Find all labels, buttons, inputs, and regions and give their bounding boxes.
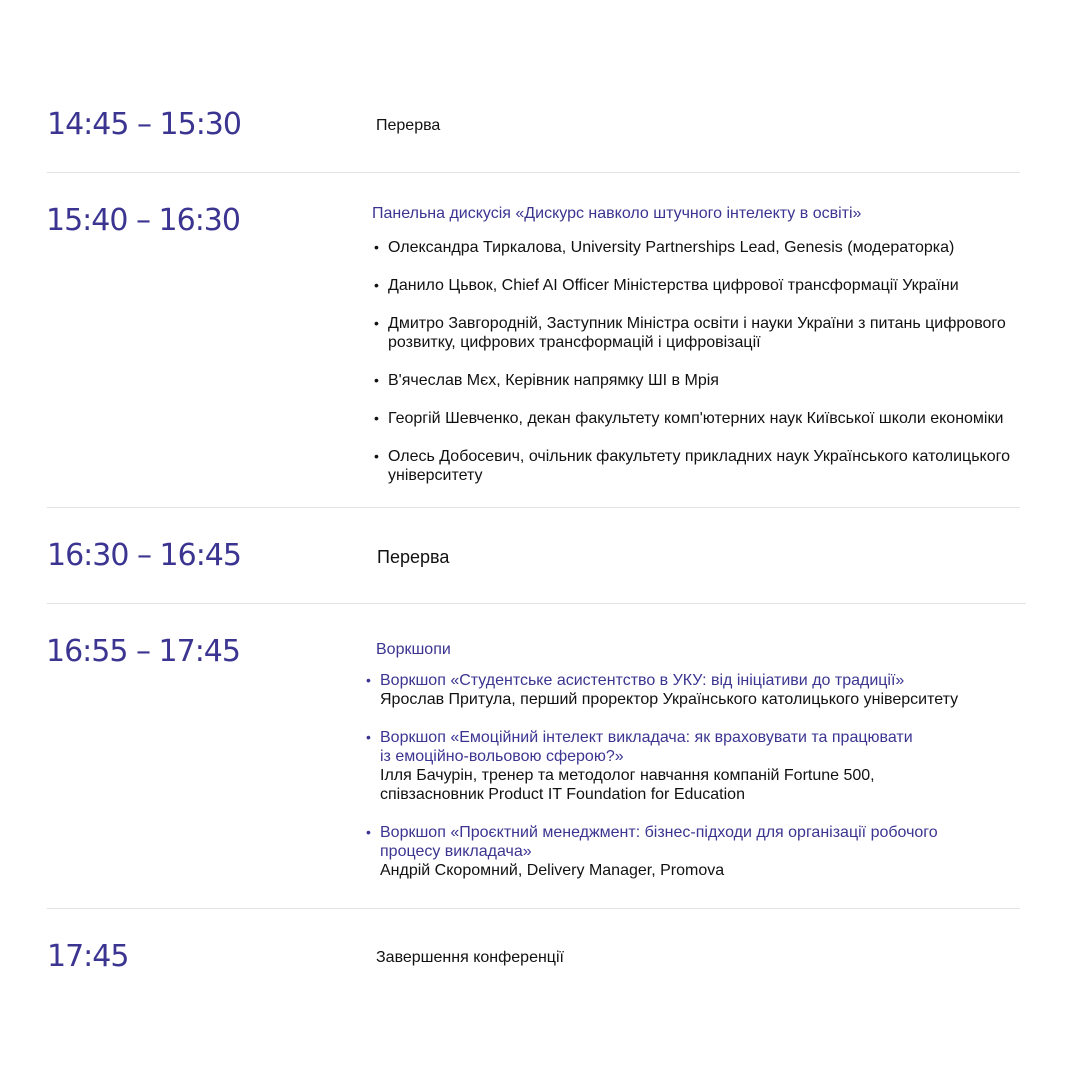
divider-3 <box>47 603 1026 604</box>
session-title-5: Завершення конференції <box>376 949 564 966</box>
speaker-text: Олександра Тиркалова, University Partnerships Lead, Genesis (модераторка) <box>388 239 955 256</box>
bullet-icon: • <box>374 277 379 293</box>
bullet-icon: • <box>374 372 379 388</box>
workshop-title: Воркшоп «Емоційний інтелект викладача: як враховувати та працювати із емоційно-вольовою сферою?» <box>380 729 913 765</box>
speaker-text: В'ячеслав Мєх, Керівник напрямку ШІ в Мрія <box>388 372 719 389</box>
bullet-icon: • <box>366 729 371 745</box>
bullet-icon: • <box>366 672 371 688</box>
session-title-3: Перерва <box>377 547 450 567</box>
time-slot-1: 14:45 – 15:30 <box>47 107 241 142</box>
list-item <box>374 409 1028 428</box>
panel-discussion-title: Панельна дискусія «Дискурс навколо штучного інтелекту в освіті» <box>372 205 862 222</box>
bullet-icon: • <box>374 410 379 426</box>
workshop-speaker: Андрій Скоромний, Delivery Manager, Promova <box>380 862 725 879</box>
list-item <box>374 447 1028 485</box>
speaker-text: Дмитро Завгородній, Заступник Міністра освіти і науки України з питань цифрового розвитку, цифрових трансформацій і цифровізації <box>388 315 1006 351</box>
bullet-icon: • <box>374 448 379 464</box>
list-item <box>374 276 1028 295</box>
speaker-text: Олесь Добосевич, очільник факультету прикладних наук Українського католицького університету <box>388 448 1010 484</box>
divider-4 <box>47 908 1020 909</box>
session-title-1: Перерва <box>376 117 441 134</box>
workshop-item <box>366 671 1000 709</box>
bullet-icon: • <box>374 239 379 255</box>
bullet-icon: • <box>374 315 379 331</box>
bullet-icon: • <box>366 824 371 840</box>
panel-speaker-list <box>374 238 1028 504</box>
workshops-heading: Воркшопи <box>376 641 451 658</box>
divider-2 <box>47 507 1020 508</box>
time-slot-4: 16:55 – 17:45 <box>46 634 240 669</box>
workshop-title: Воркшоп «Проєктний менеджмент: бізнес-підходи для організації робочого процесу викладача» <box>380 824 938 860</box>
workshop-item <box>366 728 1000 804</box>
workshop-speaker: Ілля Бачурін, тренер та методолог навчання компаній Fortune 500, співзасновник Product IT Foundation for Education <box>380 767 875 803</box>
time-slot-2: 15:40 – 16:30 <box>46 203 240 238</box>
speaker-text: Данило Цьвок, Chief AI Officer Міністерства цифрової трансформації України <box>388 277 959 294</box>
divider-1 <box>47 172 1020 173</box>
workshop-title: Воркшоп «Студентське асистентство в УКУ: від ініціативи до традиції» <box>380 672 905 689</box>
list-item <box>374 314 1028 352</box>
time-slot-3: 16:30 – 16:45 <box>47 538 241 573</box>
list-item <box>374 238 1028 257</box>
list-item <box>374 371 1028 390</box>
speaker-text: Георгій Шевченко, декан факультету комп'ютерних наук Київської школи економіки <box>388 410 1004 427</box>
time-slot-5: 17:45 <box>47 939 129 974</box>
workshop-item <box>366 823 1000 880</box>
workshop-speaker: Ярослав Притула, перший проректор Українського католицького університету <box>380 691 959 708</box>
workshop-list <box>366 671 1000 899</box>
